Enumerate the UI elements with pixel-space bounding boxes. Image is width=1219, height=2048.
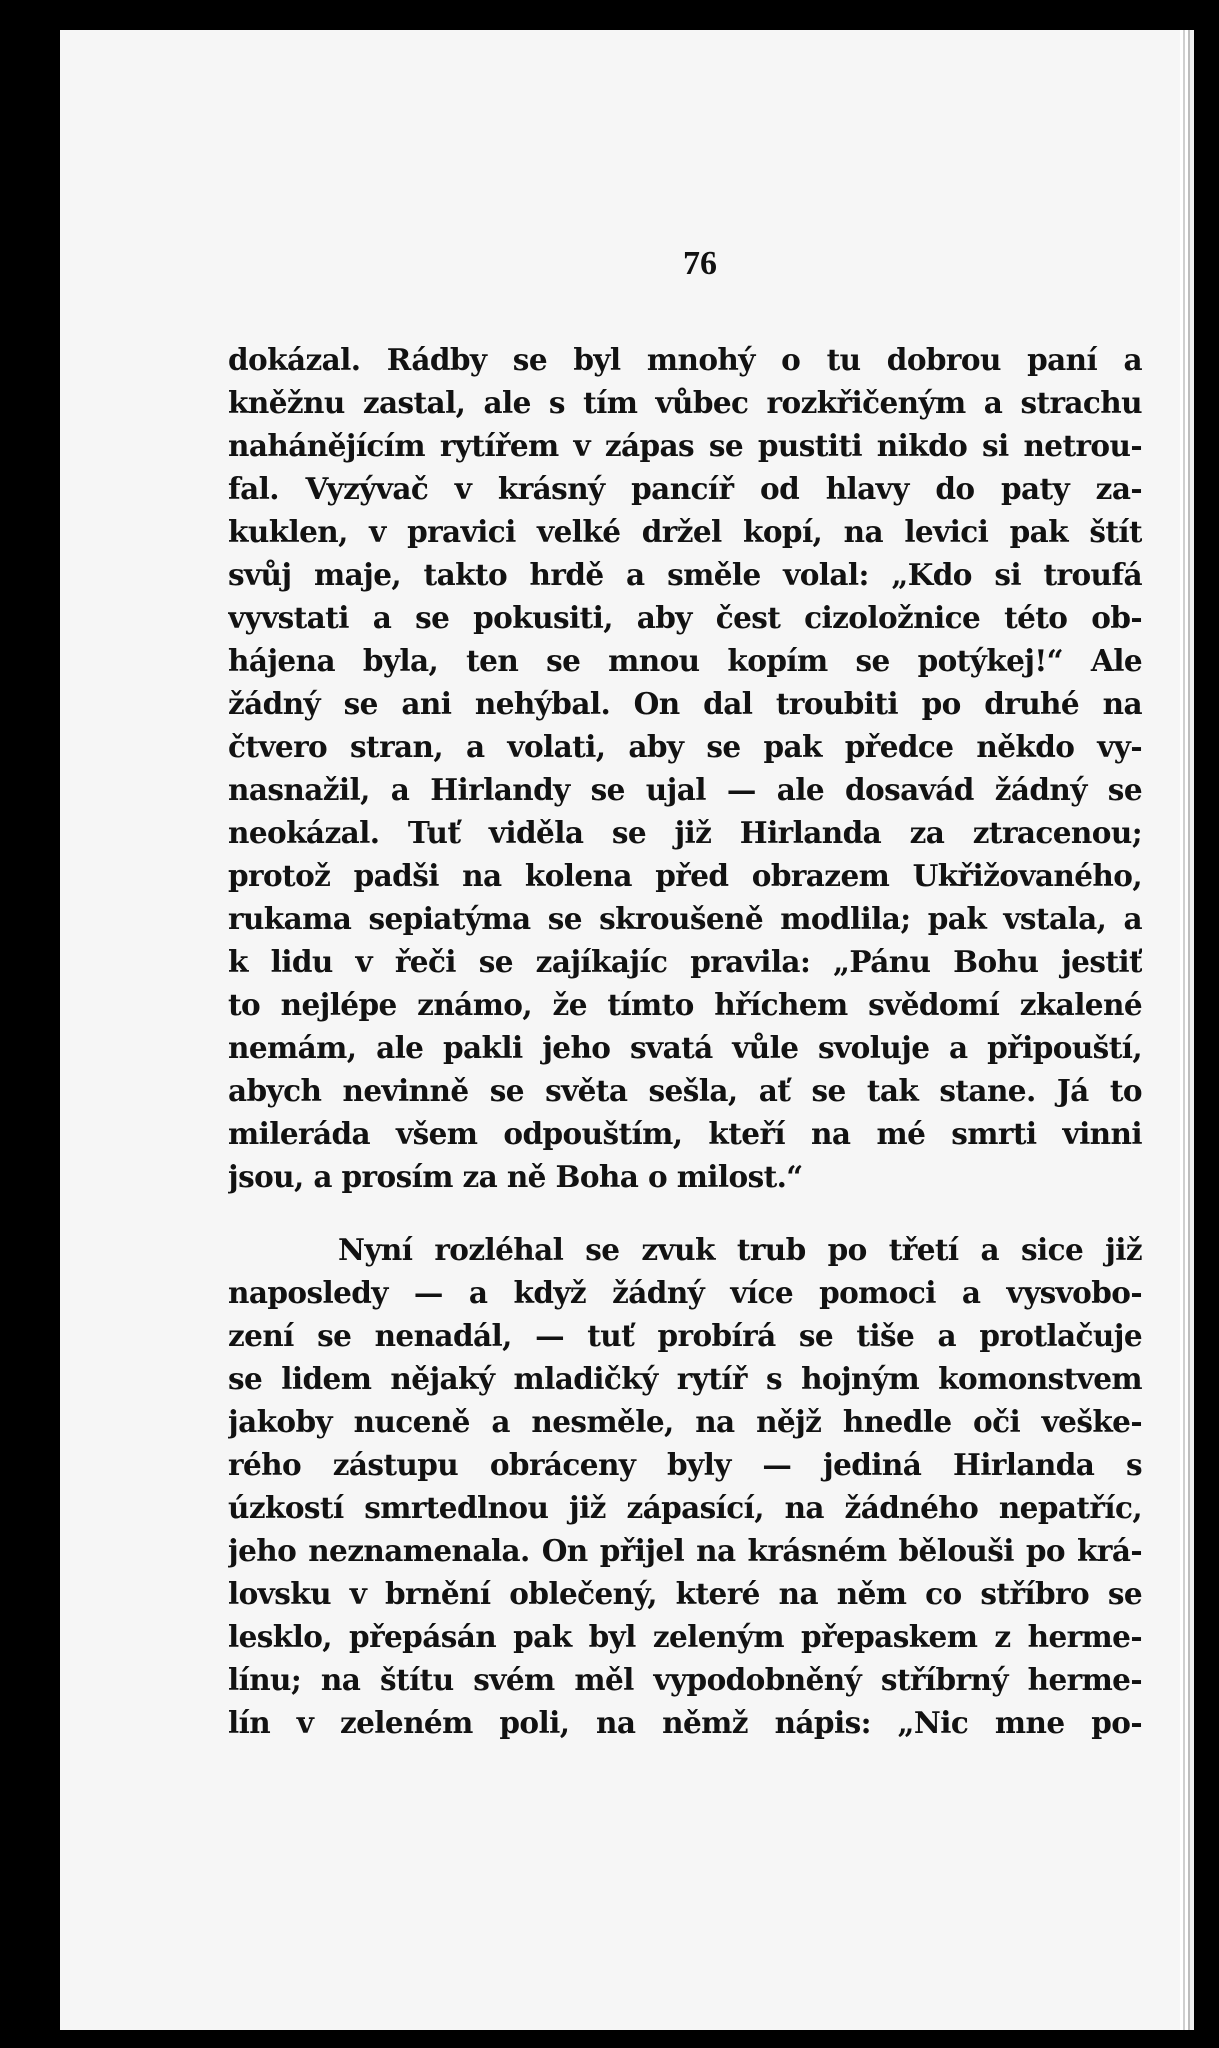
text-line: jeho neznamenala. On přijel na krásném bělouši po krá-	[228, 1533, 1142, 1568]
text-line: neokázal. Tuť viděla se již Hirlanda za ztracenou;	[228, 815, 1142, 850]
paragraph-gap	[228, 1198, 1142, 1228]
text-line: vyvstati a se pokusiti, aby čest cizoložnice této ob-	[228, 600, 1142, 635]
text-line: k lidu v řeči se zajíkajíc pravila: „Pánu Bohu jestiť	[228, 944, 1142, 979]
text-line: hájena byla, ten se mnou kopím se potýkej!“ Ale	[228, 643, 1142, 678]
page-number: 76	[683, 245, 717, 282]
text-line: kuklen, v pravici velké držel kopí, na levici pak štít	[228, 514, 1142, 549]
text-line: zení se nenadál, — tuť probírá se tiše a protlačuje	[228, 1318, 1142, 1353]
text-line: línu; na štítu svém měl vypodobněný stříbrný herme-	[228, 1662, 1142, 1697]
text-line: naháněјícím rytířem v zápas se pustiti nikdo si netrou-	[228, 428, 1142, 463]
text-line: žádný se ani nehýbal. On dal troubiti po druhé na	[228, 686, 1142, 721]
text-line: rého zástupu obráceny byly — jediná Hirlanda s	[228, 1447, 1142, 1482]
paragraph	[228, 1228, 1142, 1744]
page-edge	[1180, 30, 1194, 2030]
text-line: lesklo, přepásán pak byl zeleným přepaskem z herme-	[228, 1619, 1142, 1654]
paragraph	[228, 338, 1142, 1198]
text-line: Nyní rozléhal se zvuk trub po třetí a sice již	[338, 1232, 1142, 1267]
text-line: jakoby nuceně a nesměle, na nějž hnedle oči veške-	[228, 1404, 1142, 1439]
text-line: svůj maje, takto hrdě a směle volal: „Kdo si troufá	[228, 557, 1142, 592]
text-line: rukama sepiatýma se skroušeně modlila; pak vstala, a	[228, 901, 1142, 936]
page-text	[228, 338, 1142, 1744]
text-line: úzkostí smrtedlnou již zápasící, na žádného nepatříc,	[228, 1490, 1142, 1525]
text-line: lín v zeleném poli, na němž nápis: „Nic mne po-	[228, 1705, 1142, 1740]
text-line: kněžnu zastal, ale s tím vůbec rozkřičeným a strachu	[228, 385, 1142, 420]
text-line: nasnažil, a Hirlandy se ujal — ale dosavád žádný se	[228, 772, 1142, 807]
text-line: lovsku v brnění oblečený, které na něm co stříbro se	[228, 1576, 1142, 1611]
text-line: to nejlépe známo, že tímto hříchem svědomí zkalené	[228, 987, 1142, 1022]
text-line: fal. Vyzývač v krásný pancíř od hlavy do paty za-	[228, 471, 1142, 506]
text-line: čtvero stran, a volati, aby se pak předce někdo vy-	[228, 729, 1142, 764]
text-line: dokázal. Rádby se byl mnohý o tu dobrou paní a	[228, 342, 1142, 377]
text-line: jsou, a prosím za ně Boha o milost.“	[228, 1159, 803, 1194]
text-line: protož padši na kolena před obrazem Ukřižovaného,	[228, 858, 1142, 893]
text-line: abych nevinně se světa sešla, ať se tak stane. Já to	[228, 1073, 1142, 1108]
text-line: naposledy — a když žádný více pomoci a vysvobo-	[228, 1275, 1142, 1310]
text-line: nemám, ale pakli jeho svatá vůle svoluje a připouští,	[228, 1030, 1142, 1065]
text-line: mileráda všem odpouštím, kteří na mé smrti vinni	[228, 1116, 1142, 1151]
text-line: se lidem nějaký mladičký rytíř s hojným komonstvem	[228, 1361, 1142, 1396]
